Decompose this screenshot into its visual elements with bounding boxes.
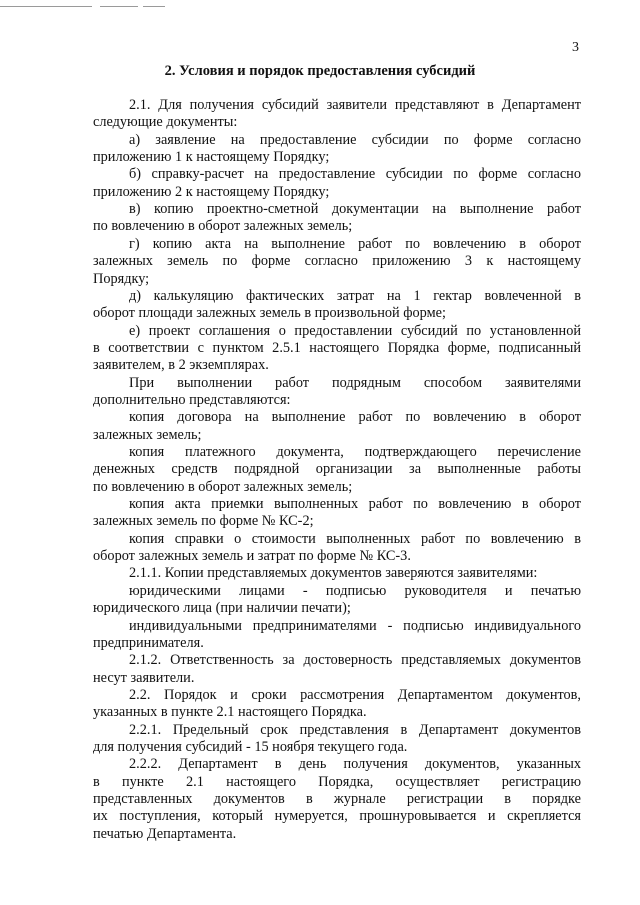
page-number: 3 <box>572 40 579 55</box>
text-line: по вовлечению в оборот залежных земель; <box>93 218 353 235</box>
text-line: печатью Департамента. <box>93 825 237 842</box>
text-line: При выполнении работ подрядным способом заявителями <box>129 374 581 391</box>
text-line: 2.1.2. Ответственность за достоверность представляемых документов <box>129 652 581 669</box>
text-line: предпринимателя. <box>93 634 204 651</box>
text-line: денежных средств подрядной организации за выполненные работы <box>93 461 581 478</box>
text-line: 2.1.1. Копии представляемых документов заверяются заявителями: <box>129 565 538 582</box>
scan-artifact-line <box>0 6 92 7</box>
text-line: 2.2.2. Департамент в день получения документов, указанных <box>129 756 581 773</box>
text-line: е) проект соглашения о предоставлении субсидий по установленной <box>129 322 581 339</box>
text-line: по вовлечению в оборот залежных земель; <box>93 478 353 495</box>
text-line: копия договора на выполнение работ по вовлечению в оборот <box>129 409 581 426</box>
scan-artifact-line <box>100 6 138 7</box>
text-line: копия справки о стоимости выполненных работ по вовлечению в <box>129 530 581 547</box>
text-line: в соответствии с пунктом 2.5.1 настоящего Порядка форме, подписанный <box>93 339 581 356</box>
text-line: для получения субсидий - 15 ноября текущего года. <box>93 738 408 755</box>
text-line: несут заявители. <box>93 669 195 686</box>
text-line: индивидуальными предпринимателями - подписью индивидуального <box>129 617 581 634</box>
text-line: г) копию акта на выполнение работ по вовлечению в оборот <box>129 235 581 252</box>
text-line: залежных земель по форме № КС-2; <box>93 513 314 530</box>
text-line: юридическими лицами - подписью руководителя и печатью <box>129 582 581 599</box>
text-line: приложению 2 к настоящему Порядку; <box>93 183 330 200</box>
text-line: следующие документы: <box>93 114 238 131</box>
text-line: оборот залежных земель и затрат по форме № КС-3. <box>93 548 411 565</box>
text-line: 2.1. Для получения субсидий заявители представляют в Департамент <box>129 97 581 113</box>
text-line: их поступления, который нумеруется, прошнуровывается и скрепляется <box>93 808 581 825</box>
text-line: д) калькуляцию фактических затрат на 1 гектар вовлеченной в <box>129 287 581 304</box>
text-line: заявителем, в 2 экземплярах. <box>93 357 269 374</box>
text-line: приложению 1 к настоящему Порядку; <box>93 149 330 166</box>
text-line: оборот площади залежных земель в произвольной форме; <box>93 305 446 322</box>
text-line: дополнительно представляются: <box>93 391 291 408</box>
section-title: 2. Условия и порядок предоставления субсидий <box>164 63 476 79</box>
text-line: в) копию проектно-сметной документации на выполнение работ <box>129 201 581 218</box>
text-line: представленных документов в журнале регистрации в порядке <box>93 791 581 807</box>
text-line: указанных в пункте 2.1 настоящего Порядка. <box>93 704 367 721</box>
text-line: Порядку; <box>93 270 150 287</box>
text-line: в пункте 2.1 настоящего Порядка, осуществляет регистрацию <box>93 773 581 790</box>
scan-artifact-line <box>143 6 165 7</box>
text-line: копия платежного документа, подтверждающего перечисление <box>129 444 581 460</box>
text-line: залежных земель по форме согласно приложению 3 к настоящему <box>93 253 581 270</box>
text-line: а) заявление на предоставление субсидии по форме согласно <box>129 131 581 148</box>
text-line: юридического лица (при наличии печати); <box>93 600 351 617</box>
text-line: копия акта приемки выполненных работ по вовлечению в оборот <box>129 496 581 513</box>
text-line: залежных земель; <box>93 426 202 443</box>
text-line: 2.2. Порядок и сроки рассмотрения Департаментом документов, <box>129 686 581 703</box>
text-line: 2.2.1. Предельный срок представления в Департамент документов <box>129 721 581 738</box>
text-line: б) справку-расчет на предоставление субсидии по форме согласно <box>129 166 581 183</box>
